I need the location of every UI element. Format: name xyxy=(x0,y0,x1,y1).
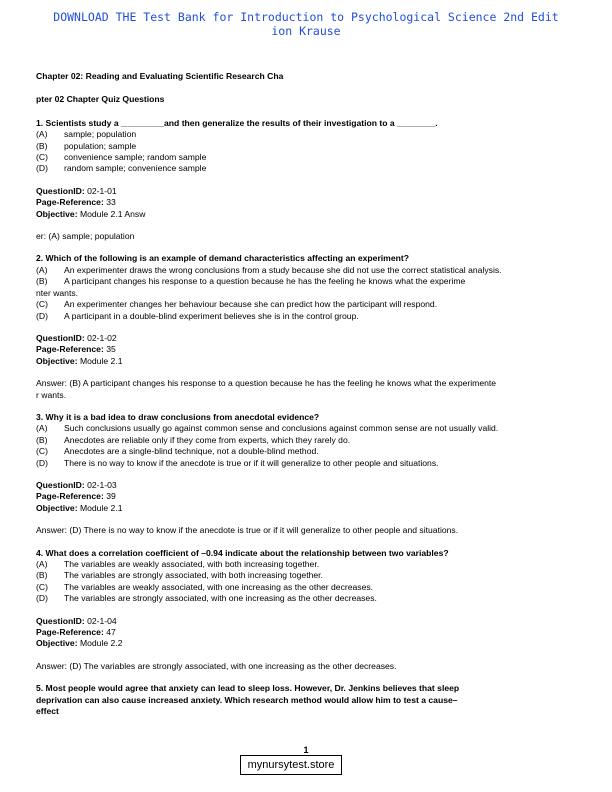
chapter-header-line-2: pter 02 Chapter Quiz Questions xyxy=(36,94,165,105)
option: (B) population; sample xyxy=(36,140,137,151)
option: (C) Anecdotes are a single-blind technique, not a double-blind method. xyxy=(36,446,319,457)
question-meta: QuestionID: 02-1-03 Page-Reference: 39 Objective: Module 2.1 xyxy=(36,479,123,513)
option: (D) There is no way to know if the anecdote is true or if it will generalize to other people and situations. xyxy=(36,457,439,468)
question-3 xyxy=(36,412,596,537)
option: (B) Anecdotes are reliable only if they come from experts, which they rarely do. xyxy=(36,434,351,445)
footer-site-link[interactable]: mynursytest.store xyxy=(240,755,342,775)
question-stem: 2. Which of the following is an example of demand characteristics affecting an experiment? xyxy=(36,253,409,264)
option: (B) A participant changes his response to a question because he has the feeling he knows what the experime xyxy=(36,276,466,287)
question-meta: QuestionID: 02-1-04 Page-Reference: 47 Objective: Module 2.2 xyxy=(36,615,123,649)
question-stem-line-3: effect xyxy=(36,706,59,717)
question-stem: 1. Scientists study a _________and then generalize the results of their investigation to a ________. xyxy=(36,117,438,128)
question-5 xyxy=(36,683,596,717)
answer-continuation: r wants. xyxy=(36,389,67,400)
document-content xyxy=(36,71,596,717)
option: (C) convenience sample; random sample xyxy=(36,152,207,163)
question-meta: QuestionID: 02-1-01 Page-Reference: 33 Objective: Module 2.1 Answ xyxy=(36,185,146,219)
answer-line: Answer: (D) There is no way to know if the anecdote is true or if it will generalize to other people and situations. xyxy=(36,525,459,536)
option: (A) sample; population xyxy=(36,129,137,140)
question-1 xyxy=(36,118,596,243)
question-stem: 3. Why it is a bad idea to draw conclusions from anecdotal evidence? xyxy=(36,411,320,422)
banner-line-1: DOWNLOAD THE Test Bank for Introduction to Psychological Science 2nd Edit xyxy=(53,10,559,24)
option: (C) The variables are weakly associated, with one increasing as the other decreases. xyxy=(36,581,374,592)
question-stem-line-1: 5. Most people would agree that anxiety can lead to sleep loss. However, Dr. Jenkins believes that sleep xyxy=(36,683,460,694)
banner-line-2: ion Krause xyxy=(271,24,341,38)
option: (B) The variables are strongly associated, with both increasing together. xyxy=(36,570,323,581)
option: (A) An experimenter draws the wrong conclusions from a study because she did not use the correct statistical analysis. xyxy=(36,264,502,275)
download-banner[interactable] xyxy=(10,10,602,38)
option: (D) A participant in a double-blind experiment believes she is in the control group. xyxy=(36,310,359,321)
answer-line: Answer: (B) A participant changes his response to a question because he has the feeling he knows what the experimente xyxy=(36,378,497,389)
option-continuation: nter wants. xyxy=(36,287,79,298)
question-stem: 4. What does a correlation coefficient of –0.94 indicate about the relationship between two variables? xyxy=(36,547,449,558)
question-4 xyxy=(36,548,596,673)
option: (A) The variables are weakly associated, with both increasing together. xyxy=(36,559,320,569)
page-number: 1 xyxy=(303,745,309,755)
chapter-header-line-1: Chapter 02: Reading and Evaluating Scientific Research Cha xyxy=(36,71,284,81)
option: (D) The variables are strongly associated, with one increasing as the other decreases. xyxy=(36,593,377,604)
option: (D) random sample; convenience sample xyxy=(36,163,207,174)
question-2 xyxy=(36,253,596,400)
question-meta: QuestionID: 02-1-02 Page-Reference: 35 Objective: Module 2.1 xyxy=(36,332,123,366)
answer-line: Answer: (D) The variables are strongly associated, with one increasing as the other decreases. xyxy=(36,660,397,671)
option: (A) Such conclusions usually go against common sense and conclusions against common sense are not usually valid. xyxy=(36,423,499,434)
question-stem-line-2: deprivation can also cause increased anxiety. Which research method would allow him to test a cause– xyxy=(36,694,458,705)
option: (C) An experimenter changes her behaviour because she can predict how the participant will respond. xyxy=(36,299,438,310)
answer-line: er: (A) sample; population xyxy=(36,231,135,242)
